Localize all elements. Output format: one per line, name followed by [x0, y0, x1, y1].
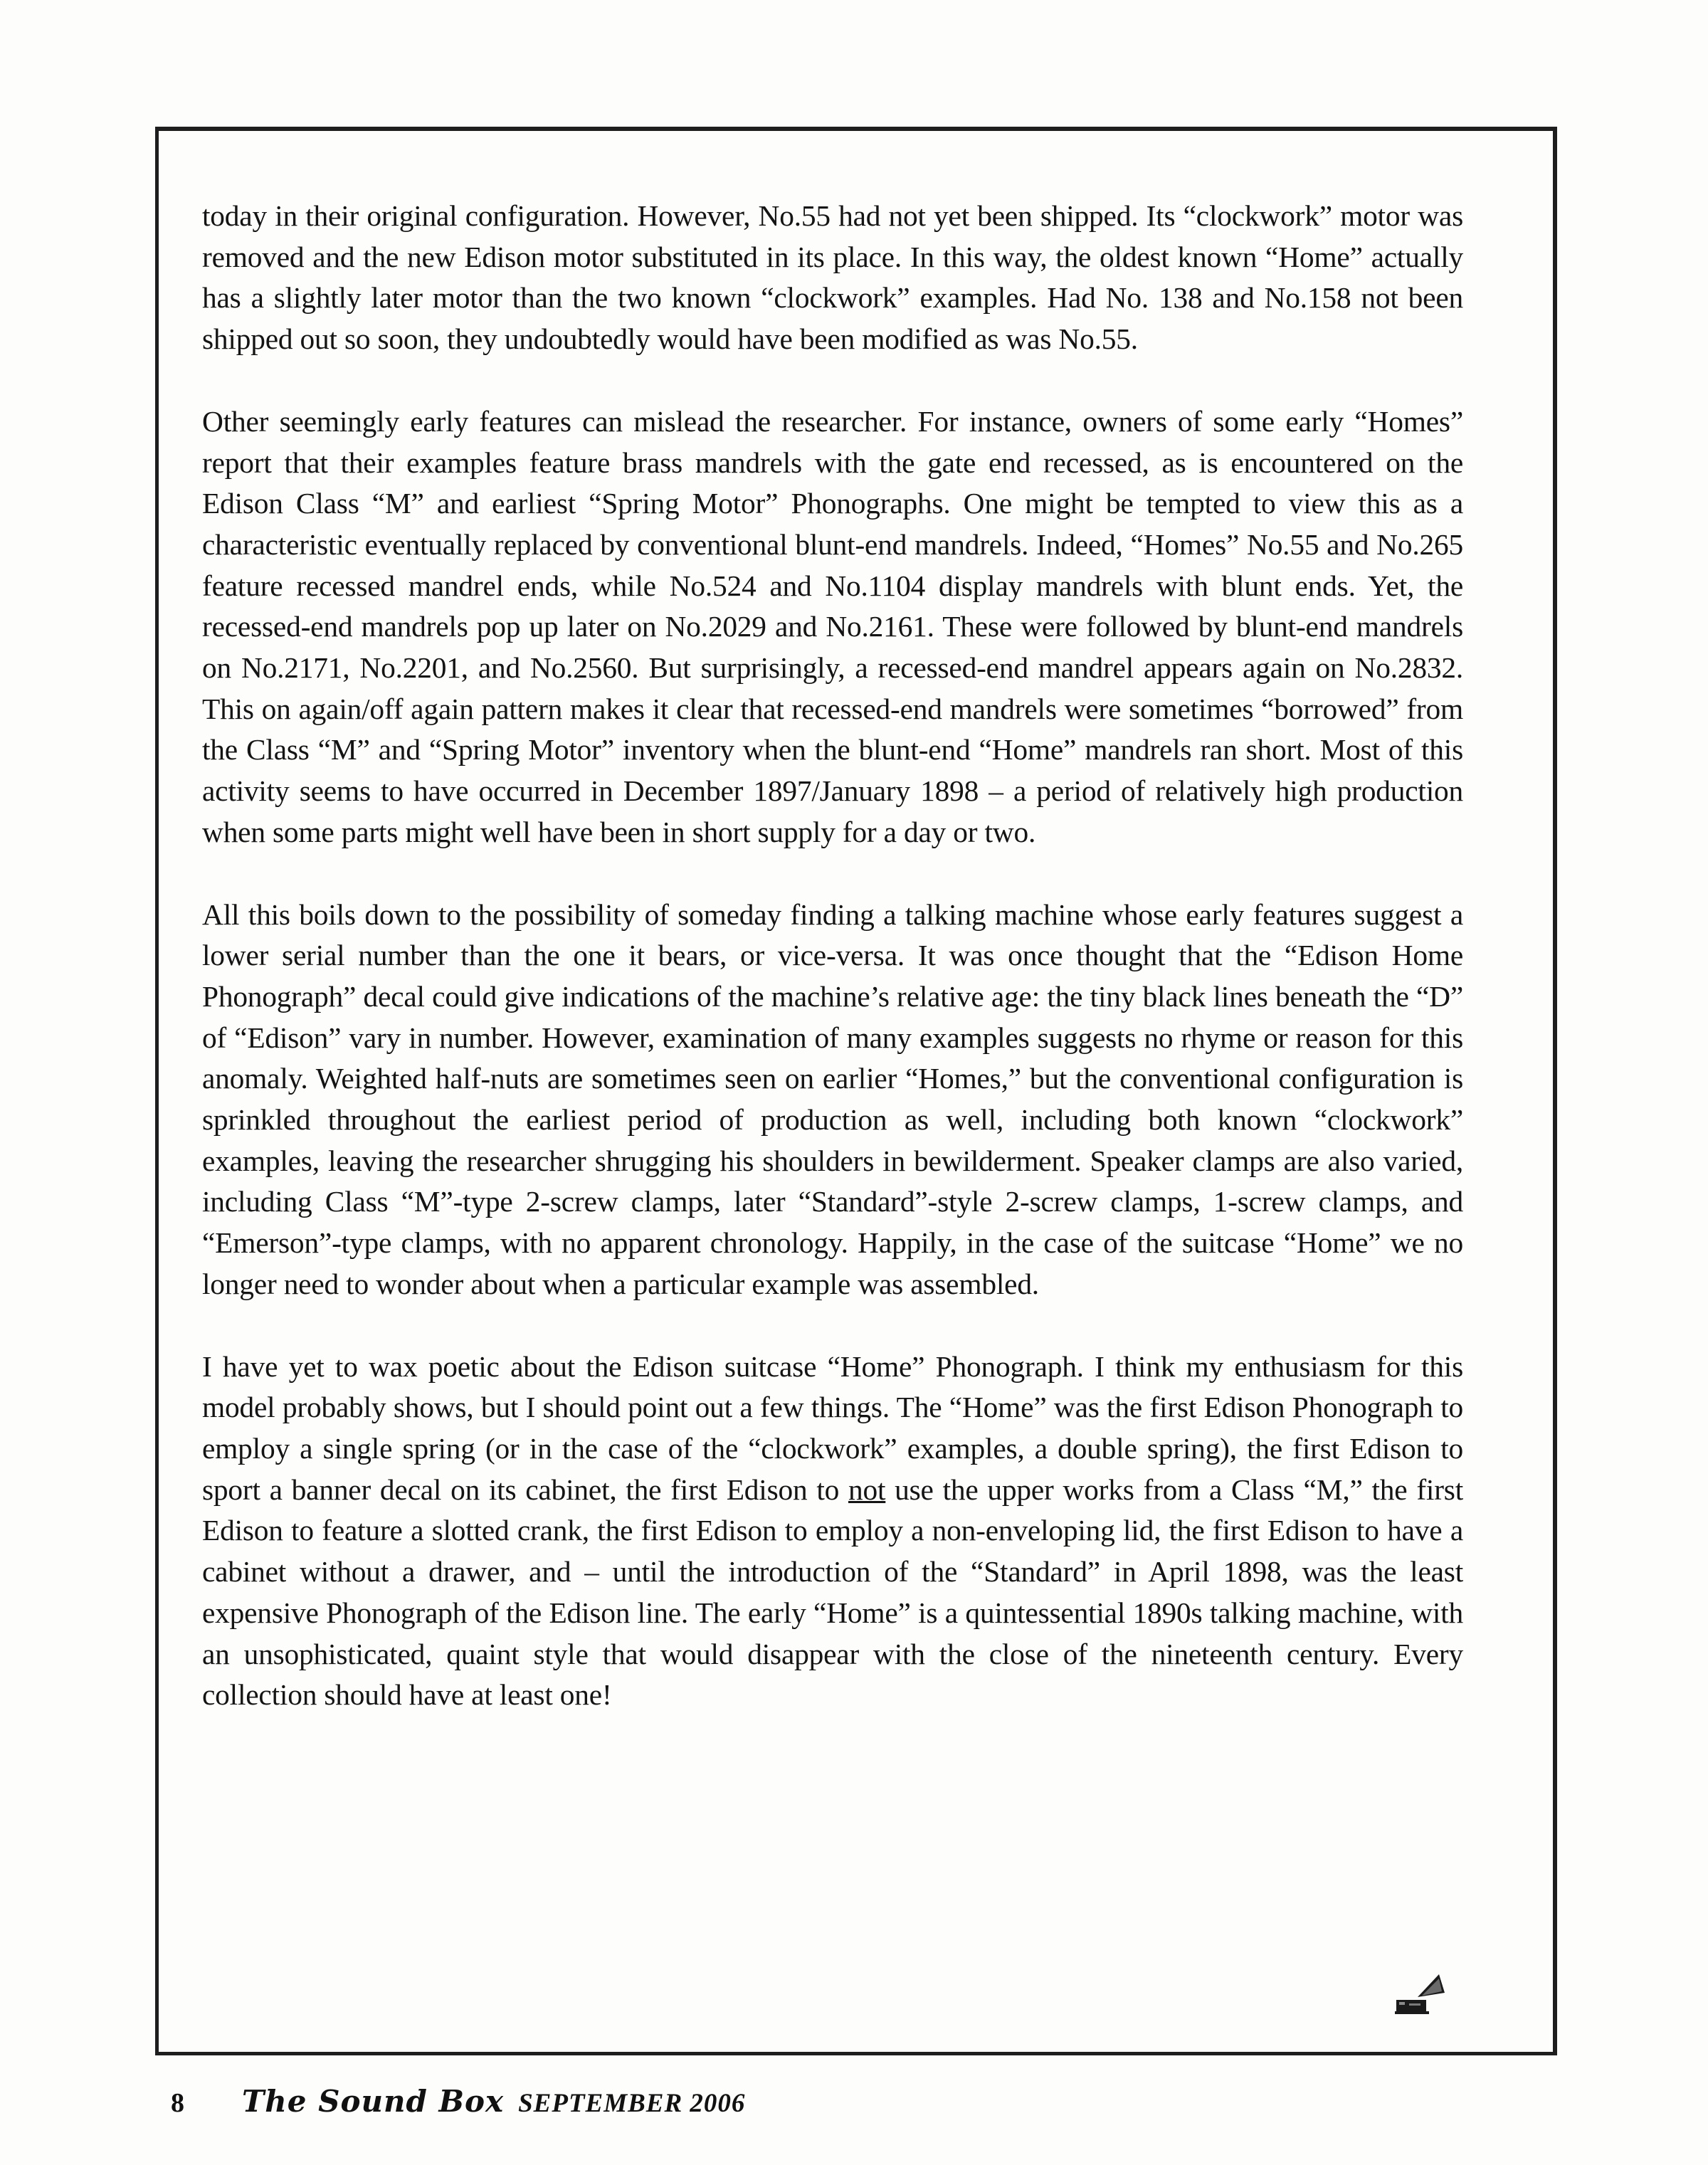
magazine-title: The Sound Box	[242, 2084, 505, 2119]
paragraph	[202, 1347, 1463, 1716]
page-footer	[171, 2084, 745, 2127]
paragraph-text: I have yet to wax poetic about the Edison suitcase “Home” Phonograph. I think my enthusiasm for this model probably shows, but I should point out a few things. The “Home” was the first Edison Phonograph to employ a single spring (or in the case of the “clockwork” examples, a double spring), the first Edison to sport a banner decal on its cabinet, the first Edison to	[202, 1349, 1463, 1506]
paragraph-text: use the upper works from a Class “M,” the first Edison to feature a slotted crank, the first Edison to employ a non-enveloping lid, the first Edison to have a cabinet without a drawer, and – until the introduction of the “Standard” in April 1898, was the least expensive Phonograph of the Edison line. The early “Home” is a quintessential 1890s talking machine, with an unsophisticated, quaint style that would disappear with the close of the nineteenth century. Every collection should have at least one!	[202, 1473, 1463, 1712]
article-body	[202, 196, 1463, 1757]
paragraph: Other seemingly early features can mislead the researcher. For instance, owners of some early “Homes” report that their examples feature brass mandrels with the gate end recessed, as is encountered on the Edison Class “M” and earliest “Spring Motor” Phonographs. One might be tempted to view this as a characteristic eventually replaced by conventional blunt-end mandrels. Indeed, “Homes” No.55 and No.265 feature recessed mandrel ends, while No.524 and No.1104 display mandrels with blunt ends. Yet, the recessed-end mandrels pop up later on No.2029 and No.2161. These were followed by blunt-end mandrels on No.2171, No.2201, and No.2560. But surprisingly, a recessed-end mandrel appears again on No.2832. This on again/off again pattern makes it clear that recessed-end mandrels were sometimes “borrowed” from the Class “M” and “Spring Motor” inventory when the blunt-end “Home” mandrels ran short. Most of this activity seems to have occurred in December 1897/January 1898 – a period of relatively high production when some parts might well have been in short supply for a day or two.	[202, 404, 1463, 848]
page-number: 8	[171, 2088, 184, 2118]
paragraph: All this boils down to the possibility of someday finding a talking machine whose early features suggest a lower serial number than the one it bears, or vice-versa. It was once thought that the “Edison Home Phonograph” decal could give indications of the machine’s relative age: the tiny black lines beneath the “D” of “Edison” vary in number. However, examination of many examples suggests no rhyme or reason for this anomaly. Weighted half-nuts are sometimes seen on earlier “Homes,” but the conventional configuration is sprinkled throughout the earliest period of production as well, including both known “clockwork” examples, leaving the researcher shrugging his shoulders in bewilderment. Speaker clamps are also varied, including Class “M”-type 2-screw clamps, later “Standard”-style 2-screw clamps, 1-screw clamps, and “Emerson”-type clamps, with no apparent chronology. Happily, in the case of the suitcase “Home” we no longer need to wonder about when a particular example was assembled.	[202, 897, 1463, 1300]
paragraph: today in their original configuration. However, No.55 had not yet been shipped. Its “clockwork” motor was removed and the new Edison motor substituted in its place. In this way, the oldest known “Home” actually has a slightly later motor than the two known “clockwork” examples. Had No. 138 and No.158 not been shipped out so soon, they undoubtedly would have been modified as was No.55.	[202, 199, 1463, 356]
phonograph-horn-icon	[1393, 1971, 1446, 2016]
emphasis-not: not	[848, 1473, 886, 1506]
issue-date: SEPTEMBER 2006	[518, 2089, 746, 2118]
